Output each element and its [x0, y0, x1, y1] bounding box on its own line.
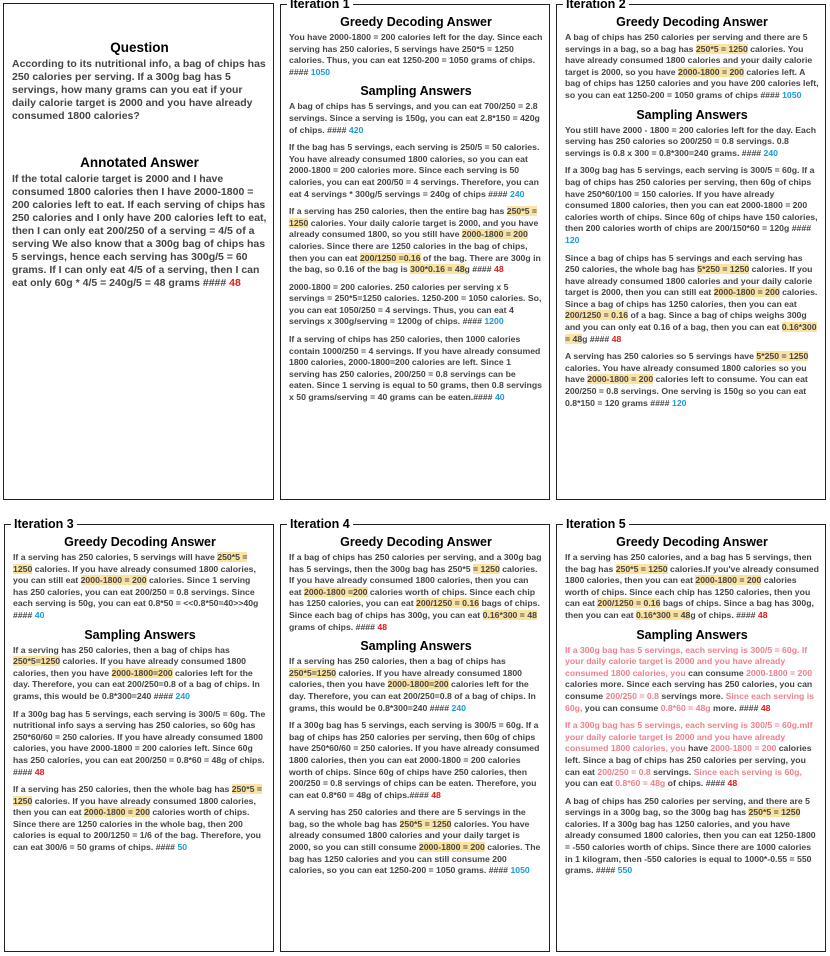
text-segment: calories left to consume. You can eat 200/250 = 0.8 servings. One serving is 150g so you can eat 0.8*150 = 120 grams ####	[565, 374, 808, 408]
highlighted-step: 200/1250 = 0.16	[416, 598, 480, 609]
sampling-answer	[289, 720, 543, 801]
highlighted-step: 250*5 = 1250	[13, 784, 262, 806]
iteration-2-panel	[556, 0, 826, 500]
sampling-answer	[289, 282, 543, 328]
highlighted-step: = 1250	[472, 563, 500, 574]
panel-title: Iteration 4	[287, 516, 353, 532]
highlighted-step: 250*5 = 1250	[399, 818, 452, 829]
panel-title: Iteration 1	[287, 0, 353, 12]
text-segment: more. ####	[710, 702, 761, 713]
text-segment: According to its nutritional info, a bag of chips has 250 calories per serving. If a 300g bag has 5 servings, how many grams can you eat if your daily calorie target is 2000 and you have already consumed 1800 calories?	[12, 58, 266, 122]
text-segment: calories. If you have already consumed 1800 calories and your daily calorie target is 2000, then you can still eat	[565, 264, 813, 298]
text-segment: calories. If you have already consumed 1800 calories, then you have	[13, 656, 247, 678]
highlighted-step: 300*0.16 = 48	[410, 264, 465, 275]
text-segment: A bag of chips has 250 calories per serving, and there are 5 servings in a 300g bag, so the 300g bag has	[565, 795, 810, 818]
section-heading: Sampling Answers	[360, 639, 472, 654]
text-segment: calories worth of chips. Since there are 1250 calories in the whole bag, then 200 calories is equal to 200/1250 = 1/6 of the bag. Therefore, you can eat 300/6 = 50 grams of chips. ####	[13, 807, 261, 853]
highlighted-step: 0.16*300 = 48	[635, 609, 691, 620]
panel-title: Iteration 3	[11, 516, 77, 532]
text-segment: you can consume	[582, 702, 661, 713]
question-text	[12, 58, 267, 123]
text-segment: g ####	[464, 264, 494, 275]
panel-title: Iteration 5	[563, 516, 629, 532]
final-answer: 240	[509, 188, 525, 199]
highlighted-step: 0.16*300 = 48	[565, 322, 817, 344]
final-answer: 48	[727, 778, 738, 789]
text-segment: servings more.	[658, 690, 726, 701]
text-segment: calories left for the day. Therefore, you can eat 200/250=0.8 of a bag of chips. In grams, this would be 0.8*300=240 ####	[13, 667, 260, 701]
section-heading: Sampling Answers	[360, 84, 472, 99]
section-heading: Sampling Answers	[84, 627, 196, 642]
final-answer: 550	[617, 865, 633, 876]
highlighted-step: 2000-1800 = 200	[461, 229, 528, 240]
text-segment: If the total calorie target is 2000 and I have consumed 1800 calories then I have 2000-1800 = 200 calories left to eat. If each serving of chips has 250 calories and I only have 200 calories left to eat, then I can only eat 200/250 of a serving = 4/5 of a serving We also know that a 300g bag of chips has 5 servings, hence each serving has 300g/5 = 60 grams. If I can only eat 4/5 of a serving, then I can eat only 60g * 4/5 = 240g/5 = 48 grams ####	[12, 173, 267, 289]
greedy-answer	[565, 552, 819, 622]
section-heading: Greedy Decoding Answer	[340, 535, 492, 549]
final-answer: 48	[229, 277, 241, 289]
sampling-answer	[13, 709, 267, 779]
highlighted-step: 250*5 = 1250	[615, 563, 668, 574]
text-segment: 2000-1800 = 200 calories. 250 calories per serving x 5 servings = 250*5=1250 calories. 1250-200 = 1050 calories. So, you can eat 1050/250 = 4 servings. Thus, you can eat 4 servings x 300g/serving = 1200g of chips. ####	[289, 281, 542, 327]
final-answer: 40	[494, 392, 505, 403]
text-segment: g of chips. ####	[690, 609, 758, 620]
text-segment: calories. Since there are 1250 calories in the bag of chips, then you can eat	[289, 240, 528, 263]
iteration-5-panel	[556, 517, 826, 952]
highlighted-step: 2000-1800 = 200	[713, 287, 780, 298]
text-segment: calories. You have already consumed 1800 calories and your daily calorie target is 2000, so you have	[565, 43, 813, 77]
text-segment: calories left for the day. Therefore, you can eat 200/250=0.8 of a bag of chips. In grams, this would be 0.8*300=240 ####	[289, 679, 536, 713]
text-segment: A serving has 250 calories so 5 servings have	[565, 351, 757, 362]
text-segment: calories. If you have already consumed 1800 calories, you can still eat	[13, 563, 256, 586]
highlighted-step: 250*5 = 1250	[748, 807, 801, 818]
iteration-3-panel	[4, 517, 274, 952]
text-segment: If a 300g bag has 5 servings, each serving is 300/5 = 60g. If a bag of chips has 250 calories per serving, then 60g of chips have 250*60/100 = 150 calories. If you have already consumed 1800 calories, then you can eat 2000-1800 = 200 calories worth of chips. Since 60g of chips have 150 calories, then 200 calories worth of chips are 200/150*60 = 120g ####	[565, 165, 818, 234]
consistent-step: Since each serving is 60g,	[565, 690, 814, 713]
final-answer: 240	[175, 690, 190, 701]
sampling-answer	[289, 334, 543, 404]
final-answer: 1200	[484, 316, 504, 327]
highlighted-step: 200/1250 = 0.16	[565, 310, 629, 321]
highlighted-step: 5*250 = 1250	[697, 264, 750, 275]
annotated-answer-text	[12, 173, 267, 290]
text-segment: calories.If you've already consumed 1800 calories, then you can eat	[565, 563, 819, 586]
text-segment: have	[685, 743, 711, 754]
text-segment: grams of chips. ####	[289, 621, 378, 632]
section-heading: Greedy Decoding Answer	[616, 15, 768, 29]
final-answer: 240	[451, 702, 466, 713]
text-segment: If a 300g bag has 5 servings, each serving is 300/5 = 60g. The nutritional info says a serving has 250 calories, so 60g has 250*60/60 = 250 calories. If you have already consumed 1800 calories, you have 2000-1800 = 200 calories left. Since 60g has 250 calories, you can eat 200/250 = 0.8*60 = 48g of chips. ####	[13, 708, 266, 777]
greedy-answer	[289, 552, 543, 633]
highlighted-step: 200/1250 =0.16	[359, 252, 421, 263]
consistent-step: If a 300g bag has 5 servings, each serving is 300/5 = 60g.mIf your daily calorie target is 2000 and you have already consumed 1800 calories, you	[565, 720, 813, 754]
text-segment: If a serving has 250 calories, then a bag of chips has	[13, 644, 230, 655]
text-segment: Since a bag of chips has 5 servings and each serving has 250 calories, the whole bag has	[565, 252, 803, 275]
final-answer: 48	[431, 789, 441, 800]
highlighted-step: 2000-1800 = 200	[678, 66, 744, 77]
sampling-answer	[565, 125, 819, 160]
text-segment: bags of chips. Since each bag of chips has 300g, you can eat	[289, 598, 540, 620]
consistent-step: 200/250 = 0.8	[597, 766, 651, 777]
consistent-step: 2000-1800 = 200	[710, 743, 777, 754]
sampling-answer	[565, 351, 819, 409]
text-segment: If a 300g bag has 5 servings, each serving is 300/5 = 60g. If a bag of chips has 250 calories per serving, then 60g of chips have 250*60/60 = 250 calories. If you have already consumed 1800 calories, then you can eat 2000-1800 = 200 calories worth of chips. Since 60g of chips have 250 calories, then 200/250 = 0.8 servings of chips can be eaten. Therefore, you can eat 0.8*60 = 48g of chips.####	[289, 720, 540, 800]
text-segment: If a serving has 250 calories, then the whole bag has	[13, 784, 232, 795]
section-heading: Greedy Decoding Answer	[340, 15, 492, 29]
sampling-answer	[565, 720, 819, 790]
greedy-answer	[13, 552, 267, 622]
highlighted-step: 250*5 = 1250	[695, 43, 748, 54]
highlighted-step: 250*5=1250	[289, 667, 337, 678]
text-segment: bags of chips. Since a bag has 300g, then you can eat	[565, 598, 814, 620]
final-answer: 420	[348, 124, 364, 135]
sampling-answer	[565, 253, 819, 346]
text-segment: calories left. A bag of chips has 1250 calories and you have 200 calories left, so you can eat 1250-200 = 1050 grams of chips ####	[565, 66, 819, 100]
section-heading: Sampling Answers	[636, 627, 748, 642]
text-segment: A bag of chips has 5 servings, and you can eat 700/250 = 2.8 servings. Since a serving is 150g, you can eat 2.8*150 = 420g of chips. ####	[289, 101, 540, 135]
iteration-4-panel	[280, 517, 550, 952]
highlighted-step: 2000-1800=200	[387, 679, 449, 690]
highlighted-step: 250*5 = 1250	[289, 206, 537, 228]
text-segment: If a serving has 250 calories, then a bag of chips has	[289, 656, 506, 667]
highlighted-step: 2000-1800 = 200	[587, 374, 654, 385]
text-segment: calories worth of chips. Since each chip has 1250 calories, you can eat	[289, 586, 536, 609]
final-answer: 48	[611, 333, 622, 344]
text-segment: calories. If a 300g bag has 1250 calories, and you have already consumed 1800 calories, then you can eat 1250-1800 = -550 calories worth of chips. Since there are 1000 calories in 1 kilogram, then -550 calories is equal to 1000*-0.55 = 550 grams. ####	[565, 818, 816, 876]
final-answer: 240	[763, 147, 779, 158]
text-segment: g ####	[582, 333, 612, 344]
sampling-answer	[289, 807, 543, 877]
sampling-answer	[289, 142, 543, 200]
text-segment: If a serving of chips has 250 calories, then 1000 calories contain 1000/250 = 4 servings. If you have already consumed 1800 calories, 2000-1800=200 calories are left. Since 1 serving has 250 calories, 200/250 = 0.8 servings can be eaten. Since 1 serving is equal to 50 grams, then 0.8 servings x 50 grams/serving = 40 grams can be eaten.####	[289, 334, 543, 403]
consistent-step: 0.8*60 = 48g	[615, 778, 666, 789]
highlighted-step: 2000-1800 =200	[303, 586, 368, 597]
greedy-answer	[289, 32, 543, 78]
final-answer: 48	[494, 264, 504, 275]
highlighted-step: 250*5 = 1250	[13, 552, 248, 574]
sampling-answer	[13, 784, 267, 854]
final-answer: 1050	[310, 66, 331, 77]
section-heading: Sampling Answers	[636, 107, 748, 122]
section-heading: Greedy Decoding Answer	[64, 535, 216, 549]
section-heading: Greedy Decoding Answer	[616, 535, 768, 549]
final-answer: 120	[565, 234, 580, 245]
text-segment: calories more. Since each serving has 250 calories, you can consume	[565, 679, 813, 701]
text-segment: calories. If you have already consumed 1800 calories, then you can eat	[13, 795, 256, 818]
text-segment: you can eat	[565, 778, 616, 789]
final-answer: 1050	[510, 865, 530, 876]
sampling-answer	[289, 101, 543, 136]
text-segment: If a bag of chips has 250 calories per serving, and a 300g bag has 5 servings, then the 300g bag has 250*5	[289, 552, 542, 574]
sampling-answer	[289, 656, 543, 714]
text-segment: calories worth of chips. Since each chip has 1250 calories, then you can eat	[565, 575, 811, 609]
text-segment: of the bag. There are 300g in the bag, so 0.16 of the bag is	[289, 252, 541, 275]
text-segment: A serving has 250 calories and there are 5 servings in the bag, so the whole bag has	[289, 807, 526, 829]
text-segment: calories. The bag has 1250 calories and you can still consume 200 calories, so you can eat 1250-200 = 1050 grams. ####	[289, 842, 541, 876]
text-segment: can consume	[685, 667, 747, 678]
text-segment: If a serving has 250 calories, 5 servings will have	[13, 552, 218, 562]
highlighted-step: 0.16*300 = 48	[482, 609, 537, 620]
iteration-1-panel	[280, 0, 550, 500]
text-segment: calories. You have already consumed 1800 calories so you have	[565, 362, 807, 385]
text-segment: calories. Your daily calorie target is 2000, and you have already consumed 1800, so you still have	[289, 217, 539, 240]
question-panel	[3, 3, 274, 500]
highlighted-step: 2000-1800=200	[111, 667, 173, 678]
highlighted-step: 200/1250 = 0.16	[597, 598, 661, 609]
text-segment: of a bag. Since a bag of chips weighs 300g and you can only eat 0.16 of a bag, then you can eat	[565, 310, 807, 333]
final-answer: 48	[377, 621, 388, 632]
final-answer: 50	[177, 842, 188, 853]
text-segment: If the bag has 5 servings, each serving is 250/5 = 50 calories. You have already consumed 1800 calories, so you can eat 2000-1800 = 200 calories more. Since each serving is 50 calories, you can eat 200/50 = 4 servings. Therefore, you can eat 4 servings * 300g/5 servings = 240g of chips ####	[289, 142, 540, 199]
sampling-answer	[565, 165, 819, 246]
final-answer: 1050	[782, 89, 802, 100]
sampling-answer	[13, 645, 267, 703]
panel-title: Iteration 2	[563, 0, 629, 12]
sampling-answer	[565, 796, 819, 877]
greedy-answer	[565, 32, 819, 102]
highlighted-step: 2000-1800 = 200	[80, 575, 147, 586]
sampling-answer	[289, 206, 543, 276]
text-segment: calories. If you have already consumed 1800 calories, then you have	[289, 667, 523, 690]
highlighted-step: 2000-1800 = 200	[83, 807, 150, 818]
highlighted-step: 2000-1800 = 200	[695, 575, 762, 586]
final-answer: 40	[34, 609, 45, 620]
text-segment: calories. You have already consumed 1800 calories and your daily target is 2000, so you can still consume	[289, 818, 530, 853]
text-segment: A bag of chips has 250 calories per serving and there are 5 servings in a bag, so a bag has	[565, 32, 808, 54]
highlighted-step: 5*250 = 1250	[756, 351, 809, 362]
text-segment: calories left. Since a bag of chips has 250 calories per serving, you can eat	[565, 743, 812, 777]
section-heading: Question	[110, 40, 169, 55]
text-segment: servings.	[650, 766, 694, 777]
text-segment: calories. Since a bag of chips has 1250 calories, then you can eat	[565, 287, 818, 309]
highlighted-step: 250*5=1250	[13, 656, 61, 667]
text-segment: If a serving has 250 calories, then the entire bag has	[289, 206, 507, 217]
final-answer: 120	[672, 397, 687, 408]
final-answer: 48	[757, 609, 768, 620]
final-answer: 48	[34, 766, 45, 777]
consistent-step: Since each serving is 60g,	[693, 766, 802, 777]
final-answer: 48	[760, 702, 771, 713]
text-segment: calories. If you have already consumed 1800 calories, then you can eat	[289, 563, 538, 597]
consistent-step: 0.8*60 = 48g	[660, 702, 711, 713]
consistent-step: 2000-1800 = 200	[746, 667, 813, 678]
highlighted-step: 2000-1800 = 200	[418, 842, 485, 853]
section-heading: Annotated Answer	[80, 155, 199, 170]
text-segment: You have 2000-1800 = 200 calories left for the day. Since each serving has 250 calories, 5 servings have 250*5 = 1250 calories. Thus, you can eat 1250-200 = 1050 grams of chips. ####	[289, 32, 543, 77]
text-segment: You still have 2000 - 1800 = 200 calories left for the day. Each serving has 250 calories so 200/250 = 0.8 servings. 0.8 servings is 0.8 x 300 = 0.8*300=240 grams. ####	[565, 124, 817, 158]
text-segment: If a serving has 250 calories, and a bag has 5 servings, then the bag has	[565, 552, 812, 574]
sampling-answer	[565, 645, 819, 715]
text-segment: calories. Since 1 serving has 250 calories, you can eat 200/250 = 0.8 servings. Since each serving is 50g, you can eat 0.8*50 = <<0.8*50=40>>40g ####	[13, 575, 259, 620]
text-segment: of chips. ####	[665, 778, 728, 789]
consistent-step: 200/250 = 0.8	[605, 690, 659, 701]
consistent-step: If a 300g bag has 5 servings, each serving is 300/5 = 60g. If your daily calorie target is 2000 and you have already consumed 1800 calories, you	[565, 644, 808, 678]
